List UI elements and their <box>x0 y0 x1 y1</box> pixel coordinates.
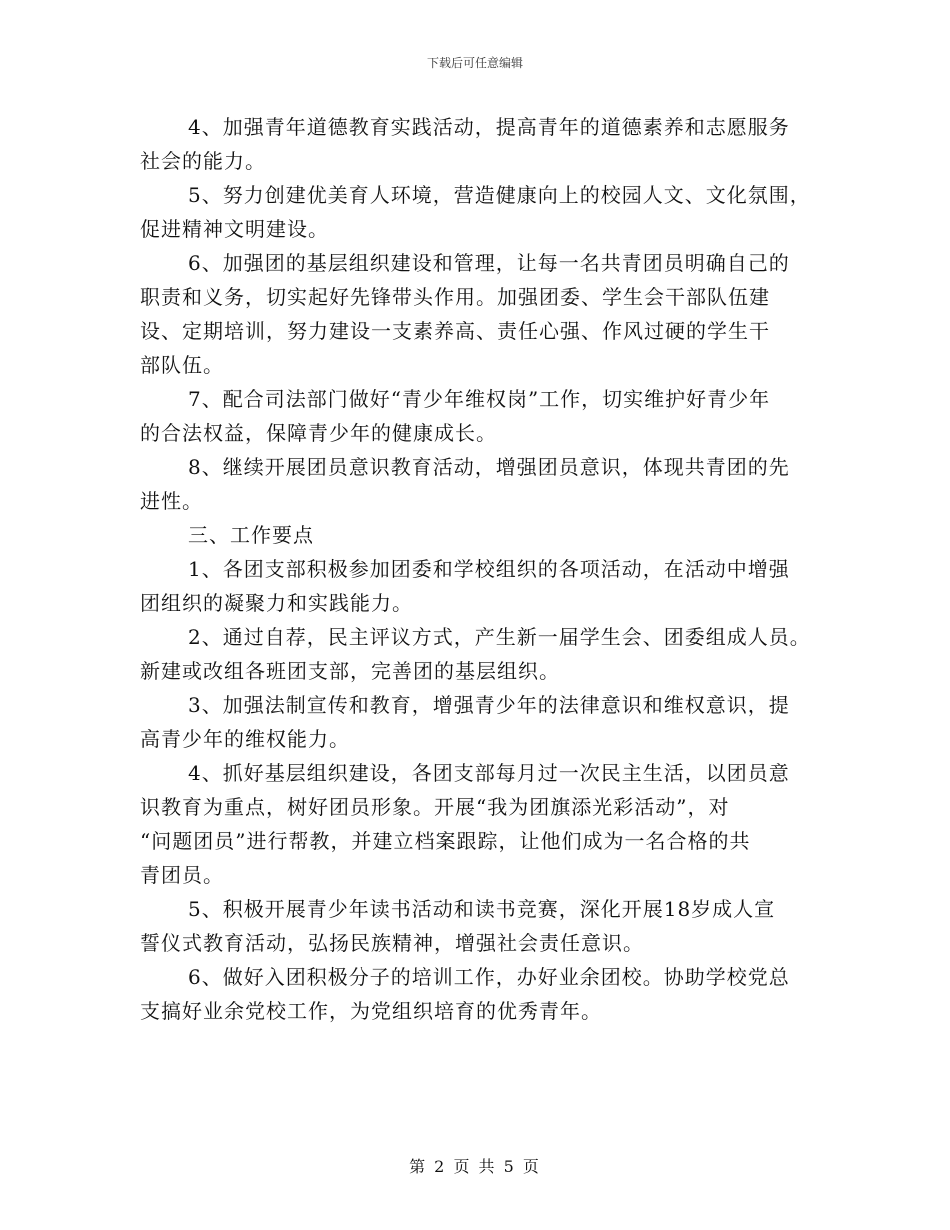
text-line: 新建或改组各班团支部，完善团的基层组织。 <box>140 659 560 683</box>
text-line: 5、努力创建优美育人环境，营造健康向上的校园人文、文化氛围， <box>188 183 811 207</box>
text-line: 设、定期培训，努力建设一支素养高、责任心强、作风过硬的学生干 <box>140 319 770 343</box>
text-line: 2、通过自荐，民主评议方式，产生新一届学生会、团委组成人员。 <box>188 625 811 649</box>
paragraph-4-grassroots <box>140 756 820 892</box>
text-line: 6、做好入团积极分子的培训工作，办好业余团校。协助学校党总 <box>188 965 790 989</box>
section-heading-work-points <box>140 518 820 552</box>
text-line: 促进精神文明建设。 <box>140 217 329 241</box>
paragraph-4-moral-education <box>140 110 820 178</box>
page-number: 第 2 页 共 5 页 <box>409 1157 541 1176</box>
document-body <box>140 110 820 1028</box>
section-heading: 三、工作要点 <box>188 523 314 547</box>
paragraph-2-elections <box>140 620 820 688</box>
text-line: 4、加强青年道德教育实践活动，提高青年的道德素养和志愿服务 <box>188 115 790 139</box>
text-line: 4、抓好基层组织建设，各团支部每月过一次民主生活，以团员意 <box>188 761 790 785</box>
text-line: 社会的能力。 <box>140 149 266 173</box>
text-line: 青团员。 <box>140 863 224 887</box>
text-line: 的合法权益，保障青少年的健康成长。 <box>140 421 497 445</box>
paragraph-1-activities <box>140 552 820 620</box>
text-line: 团组织的凝聚力和实践能力。 <box>140 591 413 615</box>
text-line: 8、继续开展团员意识教育活动，增强团员意识，体现共青团的先 <box>188 455 790 479</box>
paragraph-6-organization <box>140 246 820 382</box>
paragraph-5-reading <box>140 892 820 960</box>
text-line: 支搞好业余党校工作，为党组织培育的优秀青年。 <box>140 999 602 1023</box>
text-line: 部队伍。 <box>140 353 224 377</box>
text-line: 1、各团支部积极参加团委和学校组织的各项活动，在活动中增强 <box>188 557 790 581</box>
paragraph-6-training <box>140 960 820 1028</box>
text-line: “问题团员”进行帮教，并建立档案跟踪，让他们成为一名合格的共 <box>140 829 751 853</box>
text-line: 高青少年的维权能力。 <box>140 727 350 751</box>
text-line: 3、加强法制宣传和教育，增强青少年的法律意识和维权意识，提 <box>188 693 790 717</box>
text-line: 7、配合司法部门做好“青少年维权岗”工作，切实维护好青少年 <box>188 387 771 411</box>
text-line: 誓仪式教育活动，弘扬民族精神，增强社会责任意识。 <box>140 931 644 955</box>
paragraph-8-member-awareness <box>140 450 820 518</box>
text-line: 职责和义务，切实起好先锋带头作用。加强团委、学生会干部队伍建 <box>140 285 770 309</box>
paragraph-3-legal-education <box>140 688 820 756</box>
text-line: 5、积极开展青少年读书活动和读书竞赛，深化开展18岁成人宣 <box>188 897 776 921</box>
paragraph-7-rights-protection <box>140 382 820 450</box>
text-line: 进性。 <box>140 489 203 513</box>
paragraph-5-campus-environment <box>140 178 820 246</box>
text-line: 识教育为重点，树好团员形象。开展“我为团旗添光彩活动”，对 <box>140 795 730 819</box>
text-line: 6、加强团的基层组织建设和管理，让每一名共青团员明确自己的 <box>188 251 790 275</box>
page-header: 下载后可任意编辑 <box>426 56 523 70</box>
